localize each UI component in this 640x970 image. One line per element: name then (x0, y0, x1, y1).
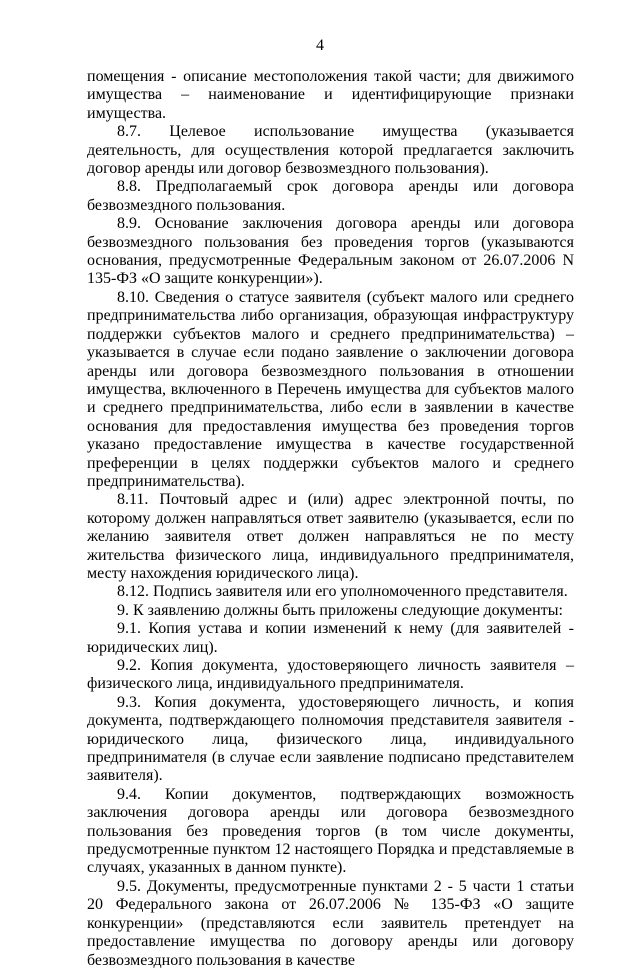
document-body (87, 68, 574, 970)
paragraph-8-11: 8.11. Почтовый адрес и (или) адрес электронной почты, по которому должен направляться ответ заявителю (указывается, если по желанию заявителя ответ должен направляться не по месту жительства физического лица, индивидуального предпринимателя, месту нахождения юридического лица). (87, 491, 574, 582)
paragraph-9-4: 9.4. Копии документов, подтверждающих возможность заключения договора аренды или договора безвозмездного пользования без проведения торгов (в том числе документы, предусмотренные пунктом 12 настоящего Порядка и представляемые в случаях, указанных в данном пункте). (87, 785, 574, 877)
paragraph-8-8: 8.8. Предполагаемый срок договора аренды или договора безвозмездного пользования. (87, 178, 574, 214)
paragraph-8-12: 8.12. Подпись заявителя или его уполномоченного представителя. (117, 583, 568, 601)
paragraph-8-7: 8.7. Целевое использование имущества (указывается деятельность, для осуществления которой предлагается заключить договор аренды или договор безвозмездного пользования). (87, 123, 574, 178)
paragraph-9-3: 9.3. Копия документа, удостоверяющего личность, и копия документа, подтверждающего полномочия представителя заявителя - юридического лица, физического лица, индивидуального предпринимателя (в случае если заявление подписано представителем заявителя). (87, 693, 574, 785)
paragraph-continuation: помещения - описание местоположения такой части; для движимого имущества – наименование и идентифицирующие признаки имущества. (87, 68, 574, 122)
paragraph-9-1: 9.1. Копия устава и копии изменений к нему (для заявителей - юридических лиц). (87, 620, 574, 656)
paragraph-9-2: 9.2. Копия документа, удостоверяющего личность заявителя – физического лица, индивидуального предпринимателя. (87, 657, 574, 693)
paragraph-9-5: 9.5. Документы, предусмотренные пунктами 2 - 5 части 1 статьи 20 Федерального закона от 26.07.2006 № 135-ФЗ «О защите конкуренции» (представляются если заявитель претендует на предоставление имущества по договору аренды или договору безвозмездного пользования в качестве (87, 877, 574, 969)
paragraph-9: 9. К заявлению должны быть приложены следующие документы: (117, 601, 563, 619)
paragraph-8-10: 8.10. Сведения о статусе заявителя (субъект малого или среднего предпринимательства либо организация, образующая инфраструктуру поддержки субъектов малого и среднего предпринимательства) – указывается в случае если подано заявление о заключении договора аренды или договора безвозмездного пользования в отношении имущества, включенного в Перечень имущества для субъектов малого и среднего предпринимательства, либо если в заявлении в качестве основания для предоставления имущества без проведения торгов указано предоставление имущества в качестве государственной преференции в целях поддержки субъектов малого и среднего предпринимательства). (87, 288, 574, 490)
paragraph-8-9: 8.9. Основание заключения договора аренды или договора безвозмездного пользования без проведения торгов (указываются основания, предусмотренные Федеральным законом от 26.07.2006 N 135-ФЗ «О защите конкуренции»). (87, 215, 574, 288)
page-number: 4 (316, 37, 324, 54)
